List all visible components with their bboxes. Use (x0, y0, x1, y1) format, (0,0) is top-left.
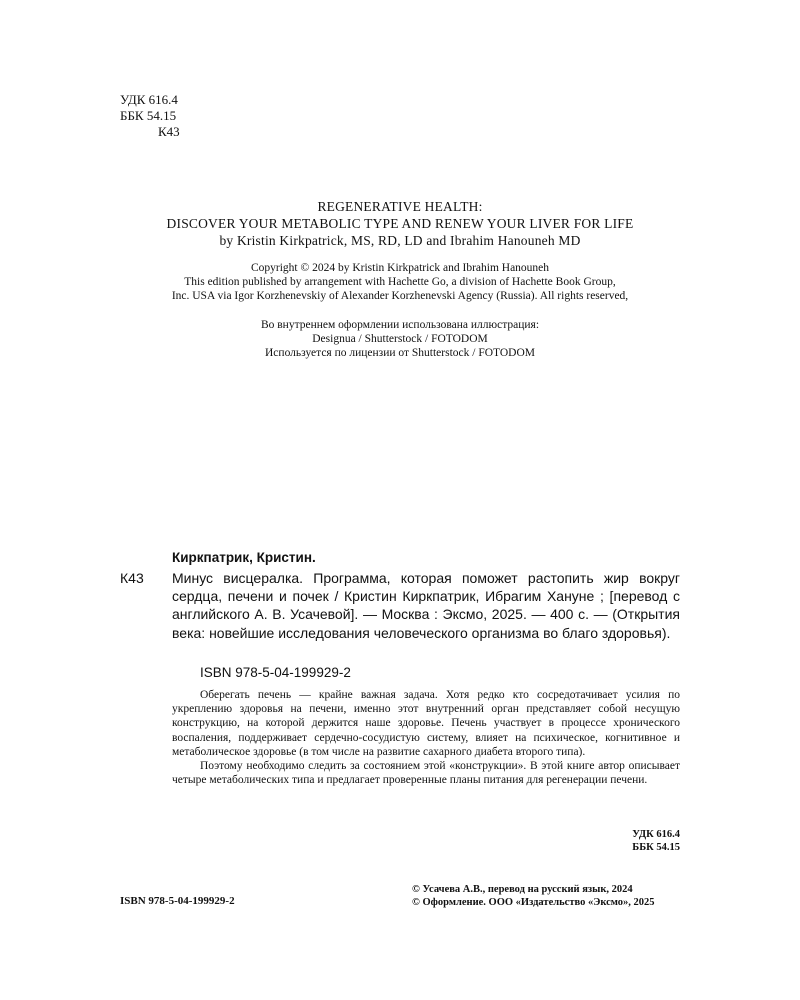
bibliographic-author: Киркпатрик, Кристин. (172, 550, 316, 565)
original-edition-info (100, 198, 700, 249)
bbk-code: ББК 54.15 (120, 108, 177, 123)
copyright-line: This edition published by arrangement with Hachette Go, a division of Hachette Book Group, (184, 276, 616, 288)
translation-copyright: © Усачева А.В., перевод на русский язык, 2024 (412, 884, 633, 895)
illustration-credit (100, 318, 700, 360)
copyright-line: Inc. USA via Igor Korzhenevskiy of Alexander Korzhenevski Agency (Russia). All rights reserved, (171, 290, 629, 302)
annotation-paragraph: Поэтому необходимо следить за состоянием этой «конструкции». В этой книге автор описывает четыре метаболических типа и предлагает проверенные планы питания для регенерации печени. (172, 760, 680, 787)
copyright-line: Copyright © 2024 by Kristin Kirkpatrick and Ibrahim Hanouneh (250, 262, 550, 274)
annotation-paragraph: Оберегать печень — крайне важная задача. Хотя редко кто сосредотачивает усилия по укреплению здоровья на печени, именно этот внутренний орган представляет собой несущую конструкцию, на которой держится наше здоровье. Печень участвует в процессе хронического воспаления, поддерживает сердечно-сосудистую систему, влияет на психическое, когнитивное и метаболическое здоровье (в том числе на развитие сахарного диабета второго типа). (172, 689, 680, 758)
author-mark: К43 (158, 124, 180, 139)
illustration-line: Designua / Shutterstock / FOTODOM (312, 333, 488, 345)
design-copyright: © Оформление. ООО «Издательство «Эксмо», 2025 (412, 897, 655, 908)
annotation (172, 688, 680, 787)
udk-code-bottom: УДК 616.4 (632, 829, 680, 840)
udk-code: УДК 616.4 (120, 92, 178, 107)
copyright-credits (412, 883, 655, 909)
illustration-line: Используется по лицензии от Shutterstock / FOTODOM (265, 347, 535, 359)
isbn-footer: ISBN 978-5-04-199929-2 (120, 895, 235, 907)
original-authors: by Kristin Kirkpatrick, MS, RD, LD and Ibrahim Hanouneh MD (219, 233, 581, 248)
bibliographic-code: К43 (120, 570, 144, 586)
isbn-main: ISBN 978-5-04-199929-2 (200, 665, 351, 680)
copyright-notice (100, 261, 700, 303)
classification-top (120, 92, 180, 140)
classification-bottom (632, 828, 680, 854)
original-title-line1: REGENERATIVE HEALTH: (317, 199, 483, 214)
bibliographic-description: Минус висцералка. Программа, которая поможет растопить жир вокруг сердца, печени и почек / Кристин Киркпатрик, Ибрагим Хануне ; [перевод с английского А. В. Усачевой]. — Москва : Эксмо, 2025. — 400 с. — (Открытия века: новейшие исследования человеческого организма во благо здоровья). (172, 570, 680, 641)
bbk-code-bottom: ББК 54.15 (632, 842, 680, 853)
illustration-line: Во внутреннем оформлении использована иллюстрация: (260, 319, 540, 331)
original-title-line2: DISCOVER YOUR METABOLIC TYPE AND RENEW YOUR LIVER FOR LIFE (166, 216, 634, 231)
